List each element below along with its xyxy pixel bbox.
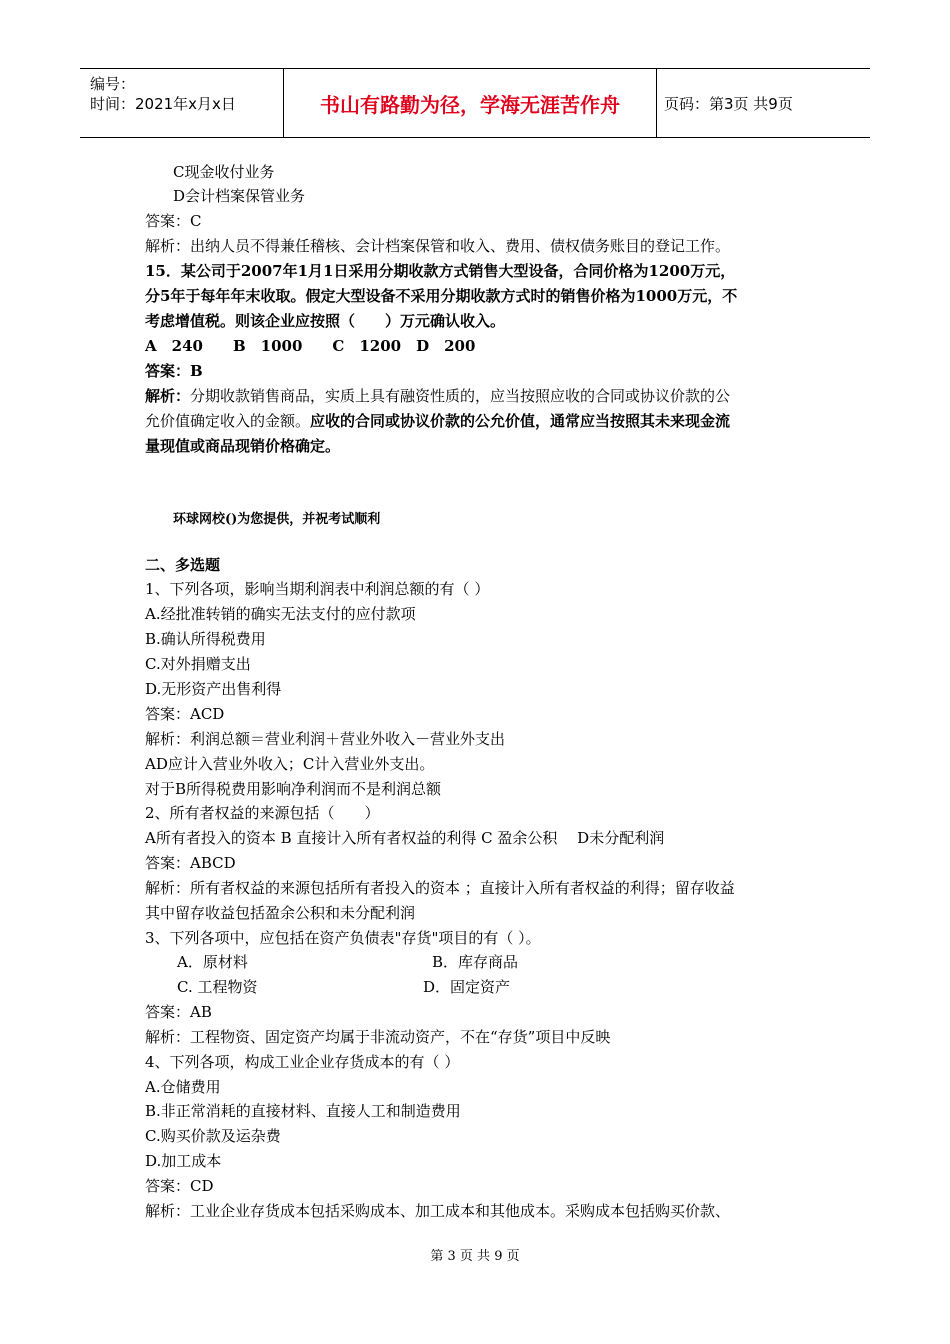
question-line: 4、下列各项，构成工业企业存货成本的有（ ）: [145, 1053, 460, 1071]
explanation-line: 其中留存收益包括盈余公积和未分配利润: [145, 904, 416, 922]
explanation-line: 解析：利润总额＝营业利润＋营业外收入－营业外支出: [145, 730, 506, 748]
document-number-label: 编号：: [90, 75, 136, 93]
answer-line: 答案：AB: [145, 1003, 212, 1021]
explanation-line: [145, 411, 730, 431]
explanation-bold-text: 应收的合同或协议价款的公允价值，通常应当按照其未来现金流: [310, 412, 731, 430]
question-line: 1、下列各项，影响当期利润表中利润总额的有（ ）: [145, 580, 490, 598]
option-line: A.经批准转销的确实无法支付的应付款项: [145, 605, 416, 623]
answer-line: 答案：C: [145, 212, 202, 230]
answer-line: 答案：B: [145, 362, 203, 380]
option-line: B.确认所得税费用: [145, 630, 266, 648]
page-header: [80, 68, 870, 138]
answer-line: 答案：ACD: [145, 705, 225, 723]
header-meta: [80, 69, 283, 137]
document-date-label: 时间：2021年x月x日: [90, 95, 236, 113]
answer-line: 答案：CD: [145, 1177, 214, 1195]
explanation-line: 量现值或商品现销价格确定。: [145, 437, 341, 455]
option-line: A.仓储费用: [145, 1078, 221, 1096]
explanation-line: [145, 386, 730, 406]
source-note: 环球网校()为您提供，并祝考试顺利: [173, 512, 381, 527]
answer-line: 答案：ABCD: [145, 854, 236, 872]
explanation-text: 分期收款销售商品，实质上具有融资性质的，应当按照应收的合同或协议价款的公: [190, 387, 731, 405]
question-line: 考虑增值税。则该企业应按照（ ）万元确认收入。: [145, 312, 506, 330]
option-line: C. 工程物资: [177, 978, 258, 996]
explanation-line: 解析：工业企业存货成本包括采购成本、加工成本和其他成本。采购成本包括购买价款、: [145, 1202, 731, 1220]
options-line: A所有者投入的资本 B 直接计入所有者权益的利得 C 盈余公积 D未分配利润: [145, 829, 665, 847]
question-line: 2、所有者权益的来源包括（ ）: [145, 804, 380, 822]
explanation-line: 解析：所有者权益的来源包括所有者投入的资本 ；直接计入所有者权益的利得；留存收益: [145, 879, 735, 897]
explanation-line: AD应计入营业外收入；C计入营业外支出。: [145, 755, 435, 773]
option-line: B．库存商品: [432, 953, 519, 971]
explanation-line: 解析：出纳人员不得兼任稽核、会计档案保管和收入、费用、债权债务账目的登记工作。: [145, 237, 731, 255]
section-heading: 二、多选题: [145, 556, 221, 574]
option-line: C.对外捐赠支出: [145, 655, 251, 673]
option-line: D会计档案保管业务: [173, 187, 306, 205]
question-line: 3、下列各项中，应包括在资产负债表"存货"项目的有（ ）。: [145, 929, 541, 947]
option-line: C.购买价款及运杂费: [145, 1127, 281, 1145]
option-line: C现金收付业务: [173, 163, 275, 181]
page-number-label: 页码：第3页 共9页: [664, 94, 793, 113]
explanation-text: 允价值确定收入的金额。: [145, 412, 311, 430]
question-line: 15．某公司于2007年1月1日采用分期收款方式销售大型设备，合同价格为1200万元，: [145, 262, 736, 280]
explanation-line: 解析：工程物资、固定资产均属于非流动资产，不在“存货”项目中反映: [145, 1028, 611, 1046]
options-line: A 240 B 1000 C 1200 D 200: [145, 337, 476, 355]
page-footer: 第 3 页 共 9 页: [430, 1249, 520, 1264]
header-motto: 书山有路勤为径，学海无涯苦作舟: [283, 69, 657, 137]
explanation-label: 解析：: [145, 387, 191, 405]
question-line: 分5年于每年年末收取。假定大型设备不采用分期收款方式时的销售价格为1000万元，不: [145, 287, 738, 305]
option-line: A．原材料: [177, 953, 248, 971]
option-line: D．固定资产: [423, 978, 511, 996]
option-line: B.非正常消耗的直接材料、直接人工和制造费用: [145, 1102, 461, 1120]
option-line: D.加工成本: [145, 1152, 222, 1170]
header-page-info: [656, 69, 870, 137]
explanation-line: 对于B所得税费用影响净利润而不是利润总额: [145, 780, 442, 798]
option-line: D.无形资产出售利得: [145, 680, 282, 698]
